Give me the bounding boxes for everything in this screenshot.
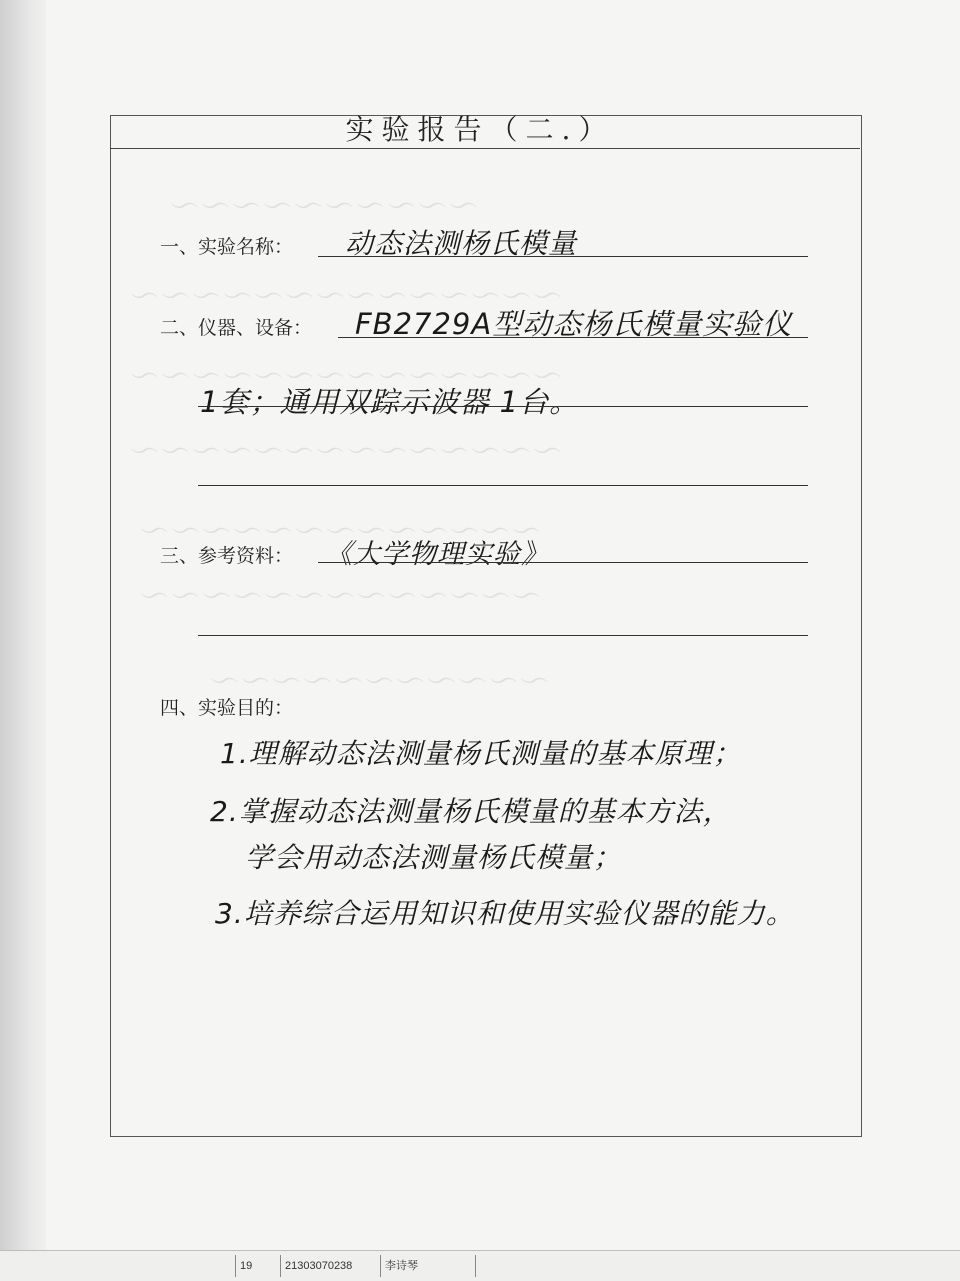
table-end: [475, 1255, 480, 1277]
bleed-through-6: ～～～～～～～～～～～～～: [140, 580, 544, 613]
bleed-through-5: ～～～～～～～～～～～～～: [140, 515, 544, 548]
purpose-item-2: 2.掌握动态法测量杨氏模量的基本方法，: [210, 795, 732, 828]
experiment-name-value: 动态法测杨氏模量: [345, 227, 578, 260]
equipment-underline-1: [338, 337, 808, 338]
report-inner-frame: [110, 148, 860, 1136]
bleed-through-3: ～～～～～～～～～～～～～～: [130, 360, 565, 393]
student-name: 李诗琴: [380, 1255, 475, 1277]
report-title: 实验报告（二.）: [345, 113, 615, 146]
experiment-name-label: 一、实验名称：: [160, 236, 294, 258]
adjacent-page-edge: [0, 0, 47, 1280]
equipment-underline-3: [198, 485, 808, 486]
bleed-through-4: ～～～～～～～～～～～～～～: [130, 435, 565, 468]
equipment-line-1: FB2729A型动态杨氏模量实验仪: [355, 307, 793, 341]
bleed-through-7: ～～～～～～～～～～～: [210, 665, 552, 698]
equipment-label: 二、仪器、设备：: [160, 317, 313, 339]
row-number: 19: [235, 1255, 280, 1277]
purpose-item-2-continued: 学会用动态法测量杨氏模量；: [245, 841, 623, 874]
references-underline-1: [318, 562, 808, 563]
next-page-table-edge: [0, 1250, 960, 1281]
bleed-through-1: ～～～～～～～～～～: [170, 190, 481, 223]
purpose-label: 四、实验目的：: [160, 697, 294, 719]
equipment-line-2: 1套；通用双踪示波器 1台。: [200, 385, 580, 419]
experiment-name-line: [318, 256, 808, 257]
bleed-through-2: ～～～～～～～～～～～～～～: [130, 280, 565, 313]
references-label: 三、参考资料：: [160, 545, 294, 567]
references-underline-2: [198, 635, 808, 636]
purpose-item-1: 1.理解动态法测量杨氏测量的基本原理；: [220, 737, 742, 770]
references-value: 《大学物理实验》: [325, 539, 549, 570]
student-id: 21303070238: [280, 1255, 380, 1277]
equipment-underline-2: [198, 406, 808, 407]
purpose-item-3: 3.培养综合运用知识和使用实验仪器的能力。: [215, 897, 795, 930]
